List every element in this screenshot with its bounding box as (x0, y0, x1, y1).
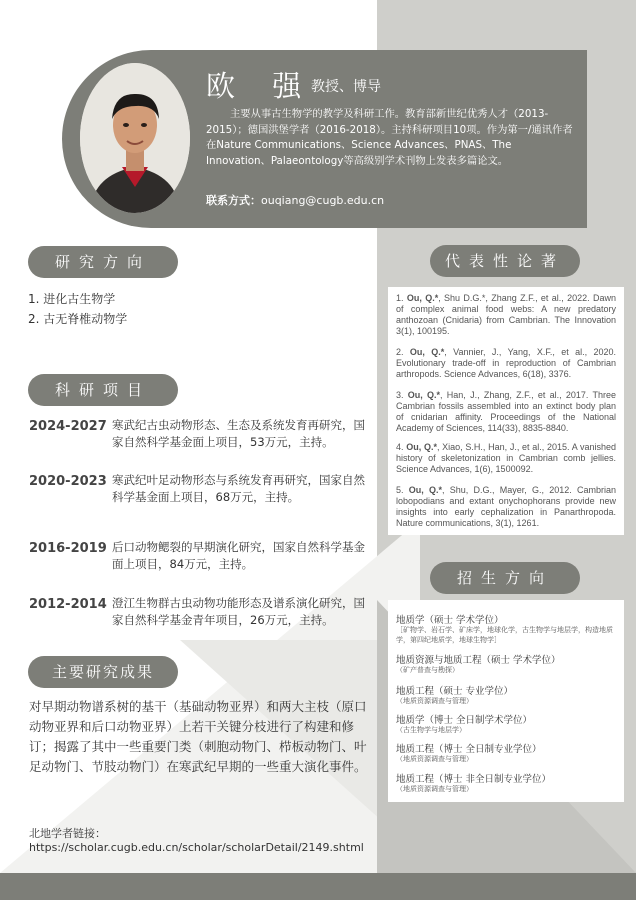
project-desc: 后口动物鳃裂的早期演化研究，国家自然科学基金面上项目，84万元，主持。 (112, 540, 365, 571)
project-desc: 澄江生物群古虫动物功能形态及谱系演化研究，国家自然科学基金青年项目，26万元，主持。 (112, 596, 365, 627)
project-desc: 寒武纪叶足动物形态与系统发育再研究，国家自然科学基金面上项目，68万元，主持。 (112, 473, 365, 504)
scholar-link[interactable]: https://scholar.cugb.edu.cn/scholar/scholarDetail/2149.shtml (29, 841, 364, 854)
section-title-projects: 科研项目 (28, 374, 178, 406)
project-year: 2012-2014 (29, 597, 107, 612)
admission-title: 地质资源与地质工程（硕士 学术学位） (396, 655, 561, 666)
contact-label: 联系方式： (206, 194, 261, 207)
admission-sub: （地质资源调查与管理） (396, 755, 473, 763)
profile-role: 教授、博导 (311, 79, 381, 95)
section-title-results: 主要研究成果 (28, 656, 178, 688)
admission-sub: （古生物学与地层学） (396, 726, 466, 734)
admission-title: 地质工程（硕士 专业学位） (396, 686, 514, 697)
admission-panel (388, 600, 624, 802)
project-year: 2016-2019 (29, 541, 107, 556)
admission-sub: （地质资源调查与管理） (396, 697, 473, 705)
section-title-admission: 招生方向 (430, 562, 580, 594)
profile-name: 欧 强 (206, 69, 316, 103)
footer-bar (0, 873, 636, 900)
admission-sub: （地质资源调查与管理） (396, 785, 473, 793)
contact-email[interactable]: ouqiang@cugb.edu.cn (261, 194, 385, 207)
results-text: 对早期动物谱系树的基干（基础动物亚界）和两大主枝（原口动物亚界和后口动物亚界）上若干关键分枝进行了构建和修订；揭露了其中一些重要门类（刺胞动物门、栉板动物门、叶足动物门、节肢动物门）在寒武纪早期的一些重大演化事件。 (29, 699, 367, 774)
admission-title: 地质工程（博士 非全日制专业学位） (396, 774, 552, 785)
research-item: 2. 古无脊椎动物学 (28, 312, 128, 326)
section-title-publications: 代表性论著 (430, 245, 580, 277)
publications-panel (388, 287, 624, 535)
project-desc: 寒武纪古虫动物形态、生态及系统发育再研究，国家自然科学基金面上项目，53万元，主持。 (112, 418, 365, 449)
research-item: 1. 进化古生物学 (28, 292, 116, 306)
project-year: 2024-2027 (29, 419, 107, 434)
profile-photo (80, 63, 190, 213)
admission-title: 地质学（硕士 学术学位） (396, 615, 504, 626)
portrait-icon (80, 63, 190, 213)
scholar-link-label: 北地学者链接： (29, 827, 106, 840)
admission-sub: ［矿物学、岩石学、矿床学，地球化学，古生物学与地层学，构造地质学，第四纪地质学，地球生物学］ (396, 626, 613, 644)
publication-item: 5. Ou, Q.*, Shu, D.G., Mayer, G., 2012. Cambrian lobopodians and extant onychophorans provide new insights into early cephalization in Panarthropoda. Nature communications, 3(1), 1261. (396, 485, 616, 528)
admission-sub: （矿产普查与勘探） (396, 666, 459, 674)
contact-line (206, 192, 384, 208)
publication-item: 4. Ou, Q.*, Xiao, S.H., Han, J., et al., 2015. A vanished history of skeletonization in Cambrian comb jellies. Science Advances, 1(6), 1500092. (396, 442, 616, 474)
section-title-research: 研究方向 (28, 246, 178, 278)
admission-title: 地质学（博士 全日制学术学位） (396, 715, 533, 726)
project-year: 2020-2023 (29, 474, 107, 489)
publication-item: 2. Ou, Q.*, Vannier, J., Yang, X.F., et al., 2020. Evolutionary trade-off in reproduction of Cambrian arthropods. Science Advances, 6(18), 3376. (396, 347, 616, 379)
publication-item: 3. Ou, Q.*, Han, J., Zhang, Z.F., et al., 2017. Three Cambrian fossils assembled into an extinct body plan of cnidarian affinity. Proceedings of the National Academy of Sciences, 114(33), 8835-8840. (396, 390, 616, 433)
publication-item: 1. Ou, Q.*, Shu D.G.*, Zhang Z.F., et al., 2022. Dawn of complex animal food webs: A new predatory anthozoan (Cnidaria) from Cambrian. The Innovation 3(1), 100195. (396, 293, 616, 336)
admission-title: 地质工程（博士 全日制专业学位） (396, 744, 542, 755)
profile-intro: 主要从事古生物学的教学及科研工作。教育部新世纪优秀人才（2013-2015）；德国洪堡学者（2016-2018）。主持科研项目10项。作为第一/通讯作者在Nature Communications、Science Advances、PNAS、The Innovation、Palaeontology等高级别学术刊物上发表多篇论文。 (206, 108, 573, 167)
